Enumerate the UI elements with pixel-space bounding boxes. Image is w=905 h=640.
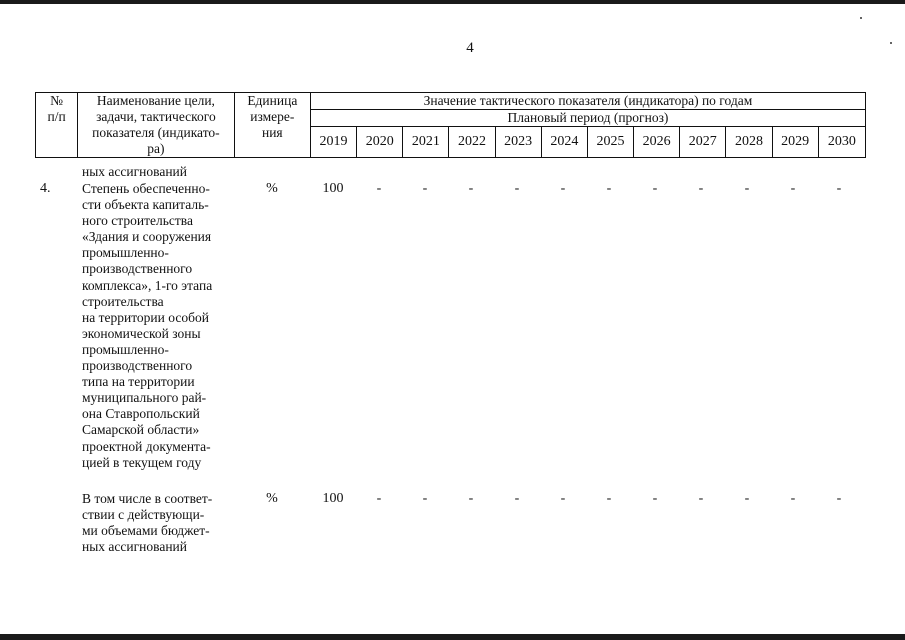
text-line: комплекса», 1-го этапа <box>82 277 213 293</box>
value-cell: - <box>468 491 474 506</box>
text-line: «Здания и сооружения <box>82 229 212 245</box>
text-line: цией в текущем году <box>82 454 202 470</box>
header-num-line: п/п <box>47 109 66 124</box>
header-year: 2023 <box>495 127 541 158</box>
value-cell: - <box>790 491 796 506</box>
text-line: строительства <box>82 293 164 309</box>
text-line: проектной документа- <box>82 438 211 454</box>
value-cell: - <box>744 181 750 196</box>
header-year: 2025 <box>587 127 633 158</box>
text-line: сти объекта капиталь- <box>82 197 209 213</box>
header-year: 2019 <box>310 127 356 158</box>
header-year: 2026 <box>634 127 680 158</box>
text-line: ми объемами бюджет- <box>82 523 210 539</box>
value-cell: - <box>422 181 428 196</box>
header-name-line: Наименование цели, <box>96 93 215 108</box>
text-line: на территории особой <box>82 309 209 325</box>
row-number: 4. <box>40 181 51 196</box>
text-line: ных ассигнований <box>82 164 187 179</box>
header-year: 2030 <box>818 127 865 158</box>
header-name-line: показателя (индикато- <box>92 125 220 140</box>
header-planned-period: Плановый период (прогноз) <box>310 110 865 127</box>
header-unit-line: Единица <box>247 93 298 108</box>
header-year: 2028 <box>726 127 772 158</box>
header-year: 2021 <box>403 127 449 158</box>
text-line: Степень обеспеченно- <box>82 181 210 196</box>
value-cell: - <box>698 181 704 196</box>
value-cell: - <box>652 491 658 506</box>
value-cell: - <box>560 491 566 506</box>
row-description <box>82 181 234 471</box>
text-line: производственного <box>82 358 193 374</box>
text-line: она Ставропольский <box>82 406 200 422</box>
header-name-line: ра) <box>147 141 165 156</box>
row-unit: % <box>266 181 278 196</box>
header-name <box>78 93 235 158</box>
value-cell: - <box>376 181 382 196</box>
text-line: ных ассигнований <box>82 539 187 555</box>
text-line: ствии с действующи- <box>82 507 205 523</box>
header-year: 2020 <box>357 127 403 158</box>
row-unit: % <box>266 491 278 506</box>
header-year: 2027 <box>680 127 726 158</box>
continuation-text <box>82 164 234 180</box>
value-cell: - <box>836 181 842 196</box>
value-cell: - <box>652 181 658 196</box>
header-year: 2022 <box>449 127 495 158</box>
text-line: ного строительства <box>82 213 193 229</box>
scan-border-top <box>0 0 905 4</box>
header-num-line: № <box>50 93 64 108</box>
header-year: 2024 <box>541 127 587 158</box>
text-line: муниципального рай- <box>82 390 207 406</box>
text-line: экономической зоны <box>82 325 201 341</box>
value-cell: - <box>468 181 474 196</box>
table-header <box>35 92 866 158</box>
row-description <box>82 491 234 555</box>
value-cell: - <box>514 491 520 506</box>
header-unit <box>234 93 310 158</box>
scan-border-bottom <box>0 634 905 640</box>
value-cell: - <box>836 491 842 506</box>
value-cell: 100 <box>322 181 344 196</box>
value-cell: - <box>744 491 750 506</box>
text-line: промышленно- <box>82 341 169 357</box>
text-line: В том числе в соответ- <box>82 491 213 506</box>
value-cell: - <box>422 491 428 506</box>
header-num <box>36 93 78 158</box>
value-cell: - <box>376 491 382 506</box>
header-unit-line: измере- <box>250 109 295 124</box>
scan-speck <box>890 42 892 44</box>
value-cell: - <box>514 181 520 196</box>
header-value-group: Значение тактического показателя (индикатора) по годам <box>310 93 865 110</box>
text-line: типа на территории <box>82 374 195 390</box>
scan-speck <box>860 17 862 19</box>
value-cell: - <box>606 491 612 506</box>
value-cell: - <box>790 181 796 196</box>
text-line: производственного <box>82 261 193 277</box>
value-cell: - <box>606 181 612 196</box>
value-cell: - <box>560 181 566 196</box>
value-cell: - <box>698 491 704 506</box>
value-cell: 100 <box>322 491 344 506</box>
page-number: 4 <box>466 40 474 56</box>
text-line: промышленно- <box>82 245 169 261</box>
text-line: Самарской области» <box>82 422 200 438</box>
header-unit-line: ния <box>261 125 283 140</box>
header-name-line: задачи, тактического <box>96 109 216 124</box>
header-year: 2029 <box>772 127 818 158</box>
